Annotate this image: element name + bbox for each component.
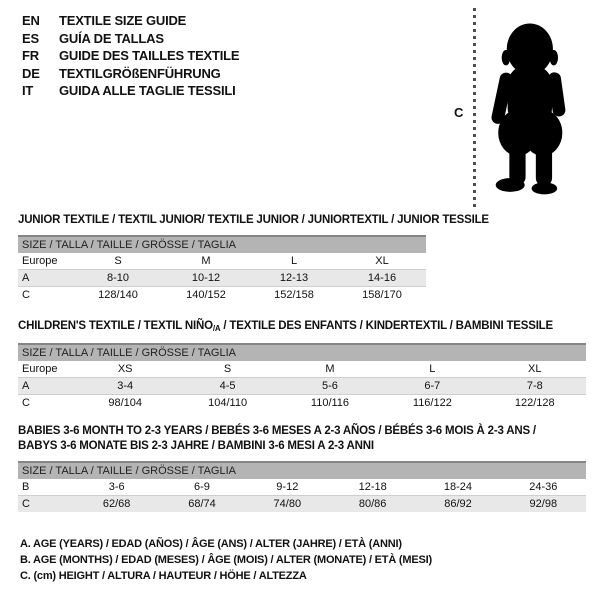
size-cell: XL [528, 363, 542, 375]
lang-row-en [22, 12, 239, 30]
size-cell: 116/122 [381, 395, 483, 412]
size-cell: M [201, 255, 211, 267]
size-header-bar: SIZE / TALLA / TAILLE / GRÖSSE / TAGLIA [18, 343, 586, 361]
section-title-babies-line1: BABIES 3-6 MONTH TO 2-3 YEARS / BEBÉS 3-6 MESES A 2-3 AÑOS / BÉBÉS 3-6 MOIS À 2-3 ANS / [18, 425, 536, 437]
lang-row-fr [22, 47, 239, 65]
size-cell: XL [375, 255, 389, 267]
height-dotted-line [473, 8, 476, 209]
size-cell: 74/80 [245, 496, 330, 513]
legend-line-a: A. AGE (YEARS) / EDAD (AÑOS) / ÂGE (ANS) / ALTER (JAHRE) / ETÀ (ANNI) [20, 538, 402, 550]
size-cell: 3-6 [108, 481, 125, 493]
size-cell: L [429, 363, 436, 375]
lang-row-de [22, 65, 239, 83]
size-cell: 12-18 [358, 481, 387, 493]
table-row [18, 395, 586, 412]
language-list [22, 12, 239, 100]
size-cell: 7-8 [484, 378, 586, 395]
table-row [18, 479, 586, 496]
size-cell: 110/116 [279, 395, 381, 412]
size-cell: 10-12 [162, 270, 250, 287]
size-cell: 6-9 [194, 481, 210, 493]
section-title-junior: JUNIOR TEXTILE / TEXTIL JUNIOR/ TEXTILE JUNIOR / JUNIORTEXTIL / JUNIOR TESSILE [18, 214, 489, 226]
size-cell: 24-36 [529, 481, 558, 493]
size-cell: M [325, 363, 335, 375]
size-cell: 5-6 [279, 378, 381, 395]
lang-label: GUIDA ALLE TAGLIE TESSILI [59, 83, 236, 98]
lang-code: FR [22, 48, 39, 63]
size-table-junior [18, 253, 426, 303]
legend-line-b: B. AGE (MONTHS) / EDAD (MESES) / ÂGE (MOIS) / ALTER (MONATE) / ETÀ (MESI) [20, 554, 432, 566]
lang-label: TEXTILGRÖßENFÜHRUNG [59, 65, 221, 81]
size-table-children [18, 361, 586, 411]
size-cell: 128/140 [74, 287, 162, 304]
size-table-babies [18, 479, 586, 512]
size-cell: 14-16 [338, 270, 426, 287]
size-cell: 6-7 [381, 378, 483, 395]
row-label: A [18, 270, 74, 287]
row-label: Europe [22, 363, 58, 375]
legend [20, 536, 432, 584]
size-cell: 158/170 [338, 287, 426, 304]
table-row [18, 361, 586, 378]
lang-code: ES [22, 30, 39, 46]
section-title-babies-line2: BABYS 3-6 MONATE BIS 2-3 JAHRE / BAMBINI 3-6 MESI A 2-3 ANNI [18, 440, 374, 452]
lang-code: DE [22, 65, 40, 81]
size-cell: 8-10 [74, 270, 162, 287]
lang-label: GUÍA DE TALLAS [59, 30, 164, 46]
lang-code: IT [22, 83, 34, 98]
size-cell: 104/110 [176, 395, 278, 412]
size-cell: 9-12 [276, 481, 299, 493]
height-measure-label: C [454, 105, 464, 120]
row-label: B [22, 481, 30, 493]
size-cell: 12-13 [250, 270, 338, 287]
lang-label: TEXTILE SIZE GUIDE [59, 13, 187, 28]
size-cell: 68/74 [159, 496, 244, 513]
size-header-bar: SIZE / TALLA / TAILLE / GRÖSSE / TAGLIA [18, 461, 586, 479]
size-cell: 92/98 [501, 496, 586, 513]
size-cell: 98/104 [74, 395, 176, 412]
size-section-children [18, 319, 586, 411]
row-label: C [18, 287, 74, 304]
section-title-children [18, 319, 586, 336]
row-label: C [18, 496, 74, 513]
title-subscript: /A [212, 324, 221, 333]
lang-label: GUIDE DES TAILLES TEXTILE [59, 48, 240, 63]
size-cell: L [290, 255, 298, 267]
table-row [18, 287, 426, 304]
row-label: Europe [22, 255, 58, 267]
height-figure [440, 0, 600, 215]
title-text: CHILDREN'S TEXTILE / TEXTIL NIÑO [18, 320, 213, 332]
lang-row-it [22, 82, 239, 100]
size-section-junior [18, 213, 489, 303]
title-text: / TEXTILE DES ENFANTS / KINDERTEXTIL / BAMBINI TESSILE [220, 320, 553, 332]
size-cell: 3-4 [74, 378, 176, 395]
size-cell: S [114, 255, 122, 267]
size-cell: 18-24 [443, 481, 473, 493]
baby-silhouette-icon [482, 8, 576, 209]
row-label: C [18, 395, 74, 412]
row-label: A [18, 378, 74, 395]
lang-row-es [22, 30, 239, 48]
size-cell: S [223, 363, 232, 375]
table-row [18, 378, 586, 395]
size-cell: 86/92 [415, 496, 500, 513]
size-cell: 122/128 [484, 395, 586, 412]
size-cell: 4-5 [176, 378, 278, 395]
size-cell: XS [117, 363, 133, 375]
lang-code: EN [22, 13, 40, 28]
size-header-bar: SIZE / TALLA / TAILLE / GRÖSSE / TAGLIA [18, 235, 426, 253]
size-cell: 62/68 [74, 496, 159, 513]
size-cell: 80/86 [330, 496, 415, 513]
table-row [18, 270, 426, 287]
size-cell: 152/158 [250, 287, 338, 304]
table-row [18, 496, 586, 513]
size-cell: 140/152 [162, 287, 250, 304]
legend-line-c: C. (cm) HEIGHT / ALTURA / HAUTEUR / HÖHE / ALTEZZA [20, 570, 307, 582]
table-row [18, 253, 426, 270]
size-section-babies [18, 424, 586, 512]
